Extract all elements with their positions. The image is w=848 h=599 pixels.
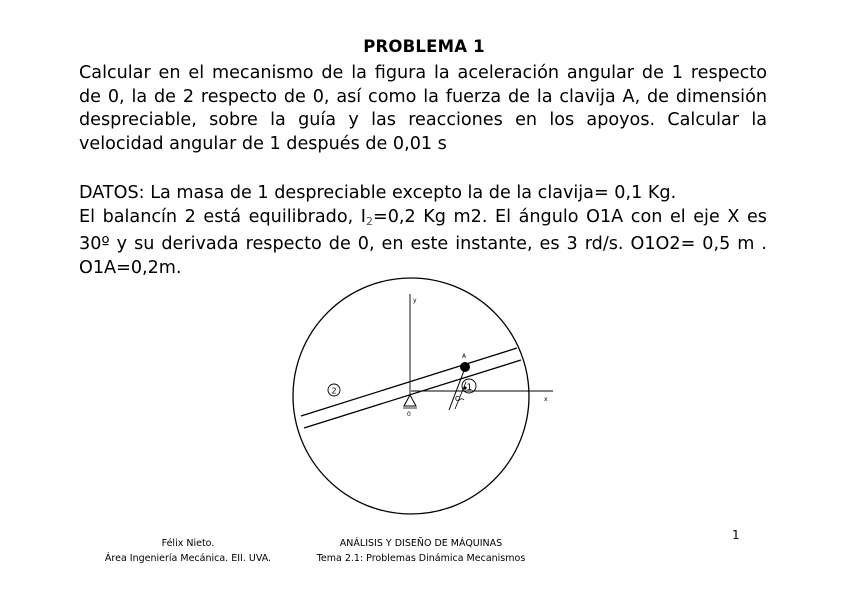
data-text: El balancín 2 está equilibrado, I: [79, 206, 366, 227]
data-line: O1A=0,2m.: [79, 257, 182, 278]
y-axis-label: y: [413, 297, 417, 304]
statement-line: Calcular en el mecanismo de la figura la aceleración angular de 1 respecto: [79, 63, 767, 83]
problem-data: [79, 182, 767, 280]
body-1-label: 1: [466, 383, 473, 393]
problem-statement: [79, 62, 767, 156]
page-title: PROBLEMA 1: [363, 37, 485, 56]
statement-line: despreciable, sobre la guía y las reacciones en los apoyos. Calcular la: [79, 110, 767, 130]
data-line-inertia: [79, 206, 767, 234]
footer-author: [78, 536, 298, 566]
course-name: ANÁLISIS Y DISEÑO DE MÁQUINAS: [339, 538, 503, 549]
department: Área Ingeniería Mecánica. EII. UVA.: [104, 553, 272, 564]
data-line: DATOS: La masa de 1 despreciable excepto la de la clavija= 0,1 Kg.: [79, 183, 677, 203]
pin-A: [460, 362, 470, 372]
body-2-label: 2: [331, 386, 337, 396]
statement-line: velocidad angular de 1 después de 0,01 s: [79, 133, 447, 154]
subscript: 2: [365, 214, 373, 228]
statement-line: de 0, la de 2 respecto de 0, así como la fuerza de la clavija A, de dimensión: [79, 86, 767, 107]
page-number: 1: [732, 528, 740, 542]
x-axis-label: x: [544, 396, 548, 403]
origin-label: 0: [407, 411, 411, 418]
author-name: Félix Nieto.: [161, 538, 215, 549]
mechanism-figure: [290, 270, 570, 525]
topic-name: Tema 2.1: Problemas Dinámica Mecanismos: [316, 553, 526, 564]
angle-label-C: C: [455, 395, 460, 403]
data-text: =0,2 Kg m2. El ángulo O1A con el eje X es: [372, 206, 767, 227]
pin-A-label: A: [462, 353, 467, 360]
footer-course: [296, 536, 546, 566]
data-line: 30º y su derivada respecto de 0, en este instante, es 3 rd/s. O1O2= 0,5 m .: [79, 234, 767, 254]
